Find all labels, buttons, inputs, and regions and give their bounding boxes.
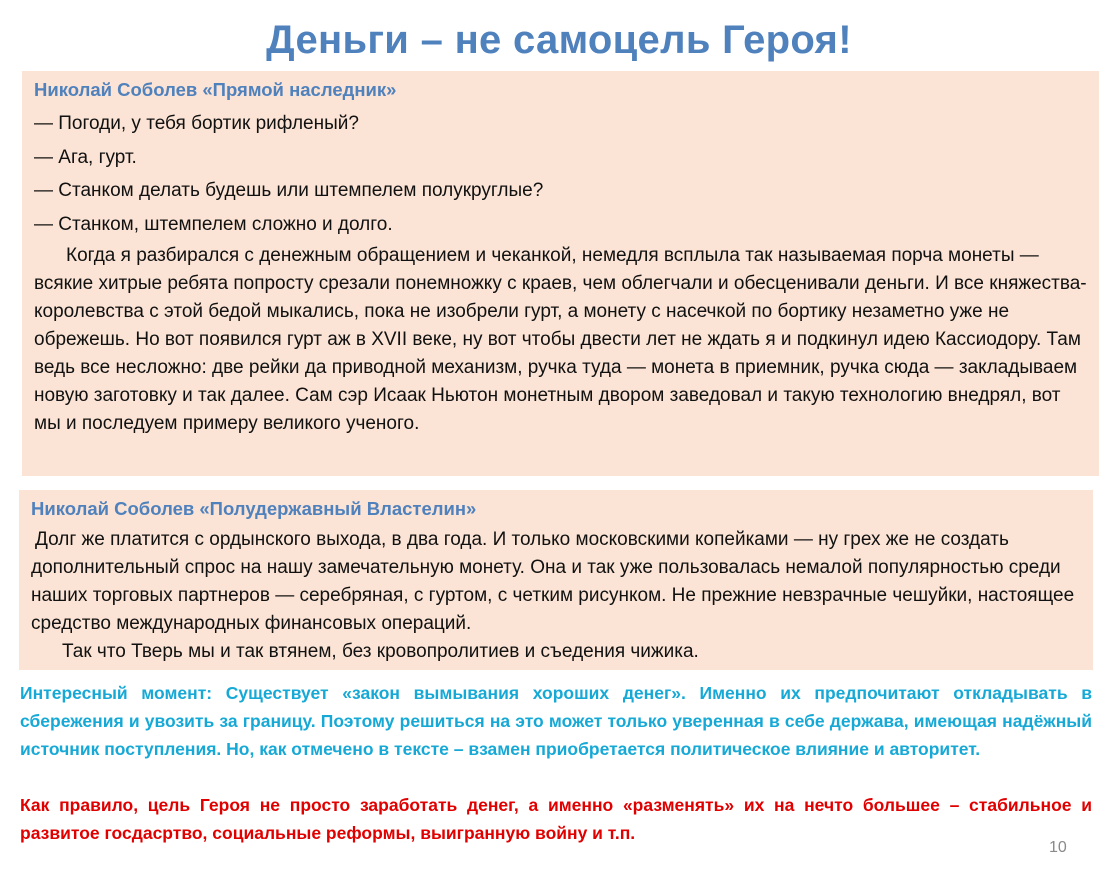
quote-box-semi-sovereign: [19, 490, 1093, 670]
hero-goal-note: Как правило, цель Героя не просто заработать денег, а именно «разменять» их на нечто большее – стабильное и развитое госдасртво, социальные реформы, выигранную войну и т.п.: [20, 795, 1092, 843]
quote-paragraph: Когда я разбирался с денежным обращением и чеканкой, немедля всплыла так называемая порча монеты — всякие хитрые ребята попросту срезали понемножку с краев, чем облегчали и обесценивали деньги. И все княжества-королевства с этой бедой мыкались, пока не изобрели гурт, а монету с насечкой по бортику незаметно уже не обрежешь. Но вот появился гурт аж в XVII веке, ну вот чтобы двести лет не ждать я и подкинул идею Кассиодору. Там ведь все несложно: две рейки да приводной механизм, ручка туда — монета в приемник, ручка сюда — закладываем новую заготовку и так далее. Сам сэр Исаак Ньютон монетным двором заведовал и такую технологию внедрял, вот мы и последуем примеру великого ученого.: [34, 245, 1087, 434]
quote-box-direct-heir: [22, 71, 1099, 476]
dialogue-line: — Ага, гурт.: [34, 146, 137, 168]
quote-paragraph: Так что Тверь мы и так втянем, без кровопролитиев и съедения чижика.: [62, 641, 699, 662]
dialogue-line: — Погоди, у тебя бортик рифленый?: [34, 113, 359, 134]
dialogue-line: — Станком делать будешь или штемпелем полукруглые?: [34, 180, 544, 201]
quote-source: Николай Соболев «Прямой наследник»: [34, 79, 397, 100]
quote-source: Николай Соболев «Полудержавный Властелин»: [31, 498, 477, 519]
slide-title: Деньги – не самоцель Героя!: [266, 18, 852, 62]
dialogue-line: — Станком, штемпелем сложно и долго.: [34, 213, 393, 235]
interesting-fact-note: Интересный момент: Существует «закон вымывания хороших денег». Именно их предпочитают откладывать в сбережения и увозить за границу. Поэтому решиться на это может только уверенная в себе держава, имеющая надёжный источник поступления. Но, как отмечено в тексте – взамен приобретается политическое влияние и авторитет.: [20, 683, 1092, 759]
page-number: 10: [1049, 839, 1067, 856]
quote-paragraph: Долг же платится с ордынского выхода, в два года. И только московскими копейками — ну грех же не создать дополнительный спрос на нашу замечательную монету. Она и так уже пользовалась немалой популярностью среди наших торговых партнеров — серебряная, с гуртом, с четким рисунком. Не прежние невзрачные чешуйки, настоящее средство международных финансовых операций.: [31, 529, 1075, 634]
